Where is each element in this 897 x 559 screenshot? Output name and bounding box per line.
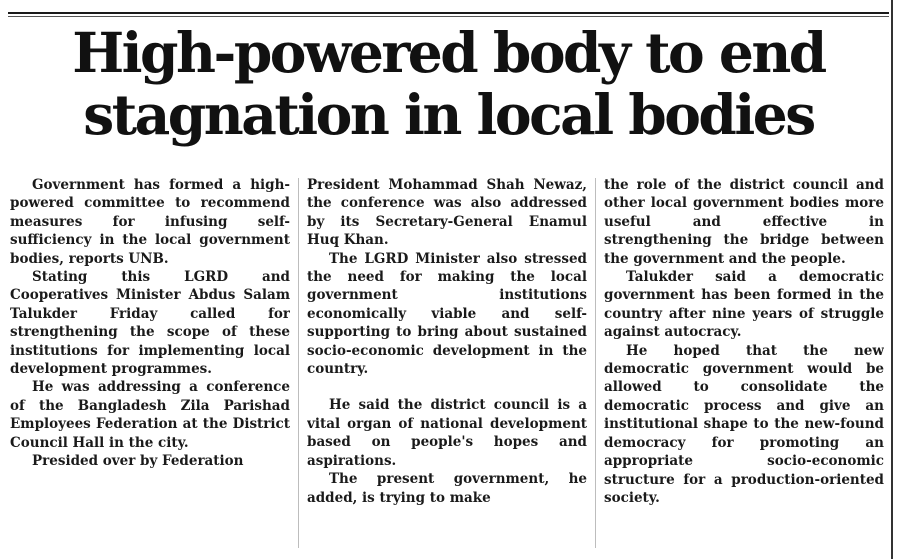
cropped-masthead-fragment <box>0 0 897 5</box>
top-rule-thin <box>8 16 889 17</box>
article-column-2 <box>307 176 587 554</box>
article-paragraph: the role of the district council and other local government bodies more useful and effective in strengthening the bridge between the government and the people. <box>604 177 884 267</box>
article-column-3 <box>604 176 884 554</box>
article-headline: High-powered body to end stagnation in local bodies <box>72 20 825 147</box>
article-paragraph: The LGRD Minister also stressed the need for making the local government institutions economically viable and self-supporting to bring about sustained socio-economic development in the country. <box>307 250 587 378</box>
column-divider <box>595 178 596 548</box>
article-paragraph: The present government, he added, is trying to make <box>307 471 587 506</box>
article-paragraph: Stating this LGRD and Cooperatives Minister Abdus Salam Talukder Friday called for strengthening the scope of these institutions for implementing local development programmes. <box>10 269 290 378</box>
article-paragraph: He hoped that the new democratic government would be allowed to consolidate the democratic process and give an institutional shape to the new-found democracy for promoting an appropriate socio-economic structure for a production-oriented society. <box>604 342 884 506</box>
article-paragraph: Talukder said a democratic government has been formed in the country after nine years of struggle against autocracy. <box>604 269 884 341</box>
article-paragraph: President Mohammad Shah Newaz, the conference was also addressed by its Secretary-General Enamul Huq Khan. <box>307 177 587 249</box>
clipping-edge <box>891 0 893 559</box>
article-paragraph: Presided over by Federation <box>32 453 244 470</box>
article-paragraph: He was addressing a conference of the Bangladesh Zila Parishad Employees Federation at the District Council Hall in the city. <box>10 379 290 451</box>
column-divider <box>298 178 299 548</box>
article-paragraph: He said the district council is a vital organ of national development based on people's hopes and aspirations. <box>307 397 587 469</box>
article-paragraph: Government has formed a high-powered committee to recommend measures for infusing self-sufficiency in the local government bodies, reports UNB. <box>10 177 290 267</box>
article-column-1 <box>10 176 290 554</box>
top-rule <box>8 12 889 14</box>
